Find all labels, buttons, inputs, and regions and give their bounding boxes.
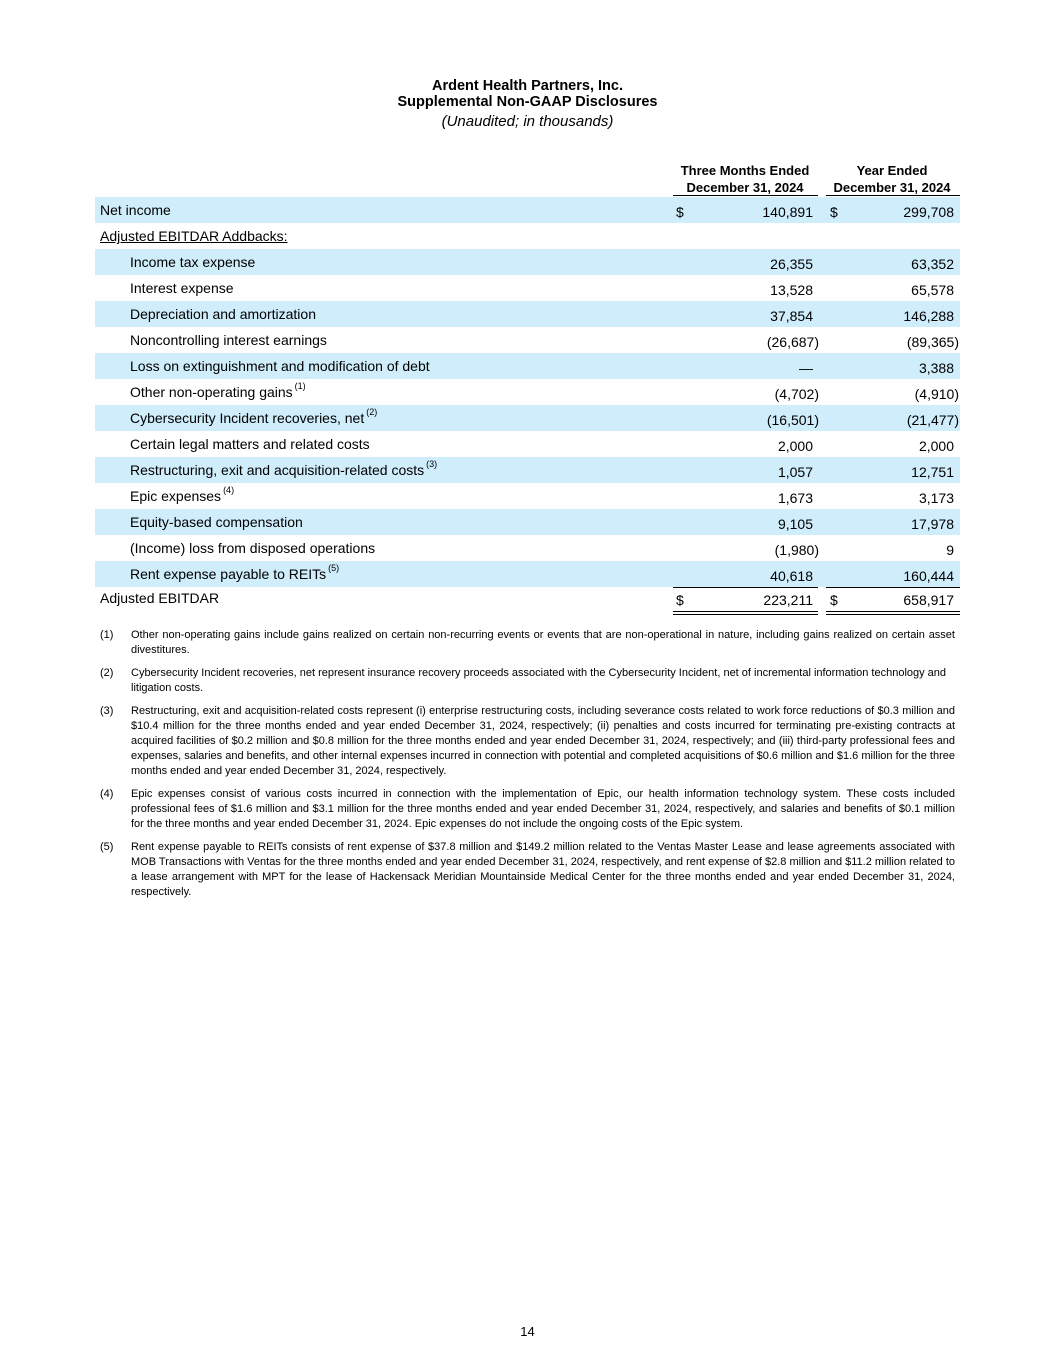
row-label-text: Other non-operating gains: [130, 384, 293, 400]
value-three-months: 40,618: [770, 568, 813, 584]
footnote-ref: (3): [426, 459, 438, 469]
value-year: 12,751: [911, 464, 954, 480]
value-three-months: 1,057: [777, 464, 813, 480]
table-row-addbacks-heading: [95, 223, 960, 249]
value-year: 160,444: [903, 568, 954, 584]
footnote-text: Rent expense payable to REITs consists of rent expense of $37.8 million and $149.2 million related to the Ventas Master Lease and lease agreements associated with MOB Transactions with Ventas for the three months ended and year ended December 31, 2024, respectively, and rent expense of $2.8 million and $11.2 million related to a lease arrangement with MPT for the lease of Hackensack Meridian Mountainside Medical Center for the three months ended and year ended December 31, 2024, respectively.: [131, 841, 955, 898]
row-label: [130, 459, 438, 478]
table-row: [95, 561, 960, 587]
row-label: Adjusted EBITDAR: [100, 590, 220, 606]
value-year: (4,910): [914, 386, 959, 402]
section-heading: Adjusted EBITDAR Addbacks:: [100, 228, 288, 244]
footnote-ref: (2): [366, 407, 378, 417]
value-year: 146,288: [903, 308, 954, 324]
table-row: [95, 327, 960, 353]
value-year: 658,917: [903, 592, 954, 608]
row-label: Income tax expense: [130, 254, 256, 270]
row-label: [130, 485, 235, 504]
currency-symbol: $: [676, 204, 684, 220]
row-label: [130, 381, 306, 400]
footnote-number: (5): [100, 841, 114, 853]
footnotes: [100, 628, 955, 908]
column-header-line: December 31, 2024: [686, 180, 804, 195]
page-title: Supplemental Non-GAAP Disclosures: [397, 94, 658, 110]
table-row: [95, 249, 960, 275]
table-row: [95, 405, 960, 431]
footnote-text: Epic expenses consist of various costs incurred in connection with the implementation of Epic, our health information technology system. These costs included professional fees of $1.6 million and $3.1 million for the three months ended and year ended December 31, 2024, respectively, and salaries and benefits of $0.1 million for the three months and year ended December 31, 2024. Epic expenses do not include the ongoing costs of the Epic system.: [131, 788, 955, 830]
total-double-rule: [673, 611, 818, 615]
row-label: Net income: [100, 202, 171, 218]
row-label-text: Cybersecurity Incident recoveries, net: [130, 410, 365, 426]
value-three-months: 26,355: [770, 256, 813, 272]
total-double-rule: [826, 611, 960, 615]
column-header-line: Three Months Ended: [680, 163, 810, 178]
footnote-ref: (4): [223, 485, 235, 495]
column-header-three-months: [675, 162, 815, 196]
footnote-text: Other non-operating gains include gains realized on certain non-recurring events or events that are non-operational in nature, including gains realized on certain asset divestitures.: [131, 629, 955, 656]
value-three-months: —: [799, 360, 813, 376]
footnote-number: (1): [100, 629, 114, 641]
value-three-months: (16,501): [766, 412, 819, 428]
row-label-text: Epic expenses: [130, 488, 222, 504]
column-header-line: Year Ended: [856, 163, 928, 178]
row-label: Certain legal matters and related costs: [130, 436, 370, 452]
footnote-text: Cybersecurity Incident recoveries, net represent insurance recovery proceeds associated with the Cybersecurity Incident, net of incremental information technology and litigation costs.: [131, 667, 947, 694]
footnote: [100, 787, 955, 832]
table-row: [95, 379, 960, 405]
value-three-months: 2,000: [777, 438, 813, 454]
value-year: (21,477): [906, 412, 959, 428]
footnote-number: (2): [100, 667, 114, 679]
table-row: [95, 457, 960, 483]
column-header-rule: [673, 195, 818, 196]
value-year: 299,708: [903, 204, 954, 220]
value-three-months: (1,980): [774, 542, 819, 558]
row-label: [130, 407, 378, 426]
footnote-ref: (1): [294, 381, 306, 391]
table-row: [95, 535, 960, 561]
row-label: Noncontrolling interest earnings: [130, 332, 327, 348]
subtotal-rule: [826, 587, 960, 588]
row-label: Equity-based compensation: [130, 514, 303, 530]
value-year: (89,365): [906, 334, 959, 350]
reconciliation-table: [95, 197, 960, 615]
column-header-rule: [826, 195, 960, 196]
table-row: [95, 301, 960, 327]
currency-symbol: $: [676, 592, 684, 608]
value-year: 9: [946, 542, 954, 558]
table-row-adjusted-ebitdar: [95, 587, 960, 615]
value-three-months: 140,891: [762, 204, 813, 220]
value-year: 17,978: [911, 516, 954, 532]
column-header-line: December 31, 2024: [833, 180, 951, 195]
value-three-months: (26,687): [766, 334, 819, 350]
table-row: [95, 431, 960, 457]
value-three-months: (4,702): [774, 386, 819, 402]
value-year: 2,000: [918, 438, 954, 454]
value-three-months: 223,211: [763, 592, 813, 608]
row-label: Interest expense: [130, 280, 234, 296]
footnote: [100, 628, 955, 658]
table-row: [95, 353, 960, 379]
page-number: 14: [520, 1324, 535, 1339]
footnote-text: Restructuring, exit and acquisition-related costs represent (i) enterprise restructuring costs, including severance costs related to work force reductions of $0.3 million and $10.4 million for the three months ended and year ended December 31, 2024, respectively; (ii) penalties and costs incurred for terminating pre-existing contracts at acquired facilities of $0.2 million and $0.8 million for the three months ended and year ended December 31, 2024, respectively; and (iii) third-party professional fees and expenses, salaries and benefits, and other internal expenses incurred in connection with potential and completed acquisitions of $0.6 million and $1.6 million for the three months ended and year ended December 31, 2024, respectively.: [131, 705, 955, 777]
row-label: Depreciation and amortization: [130, 306, 316, 322]
footnote: [100, 704, 955, 779]
row-label: Loss on extinguishment and modification of debt: [130, 358, 430, 374]
value-year: 3,173: [918, 490, 954, 506]
row-label-text: Rent expense payable to REITs: [130, 566, 327, 582]
row-label: (Income) loss from disposed operations: [130, 540, 376, 556]
row-label: [130, 563, 340, 582]
table-row: [95, 275, 960, 301]
currency-symbol: $: [830, 592, 838, 608]
footnote-ref: (5): [328, 563, 340, 573]
value-year: 65,578: [911, 282, 954, 298]
company-name: Ardent Health Partners, Inc.: [432, 78, 623, 94]
currency-symbol: $: [830, 204, 838, 220]
page-subtitle: (Unaudited; in thousands): [441, 113, 614, 130]
value-year: 63,352: [911, 256, 954, 272]
row-label-text: Restructuring, exit and acquisition-related costs: [130, 462, 425, 478]
table-row: [95, 483, 960, 509]
value-three-months: 9,105: [777, 516, 813, 532]
table-row: [95, 509, 960, 535]
footnote-number: (3): [100, 705, 114, 717]
subtotal-rule: [673, 587, 818, 588]
table-row-net-income: [95, 197, 960, 223]
value-three-months: 1,673: [777, 490, 813, 506]
footnote-number: (4): [100, 788, 114, 800]
value-three-months: 13,528: [770, 282, 813, 298]
footnote: [100, 666, 955, 696]
footnote: [100, 840, 955, 900]
value-year: 3,388: [918, 360, 954, 376]
column-header-year: [822, 162, 962, 196]
value-three-months: 37,854: [770, 308, 813, 324]
